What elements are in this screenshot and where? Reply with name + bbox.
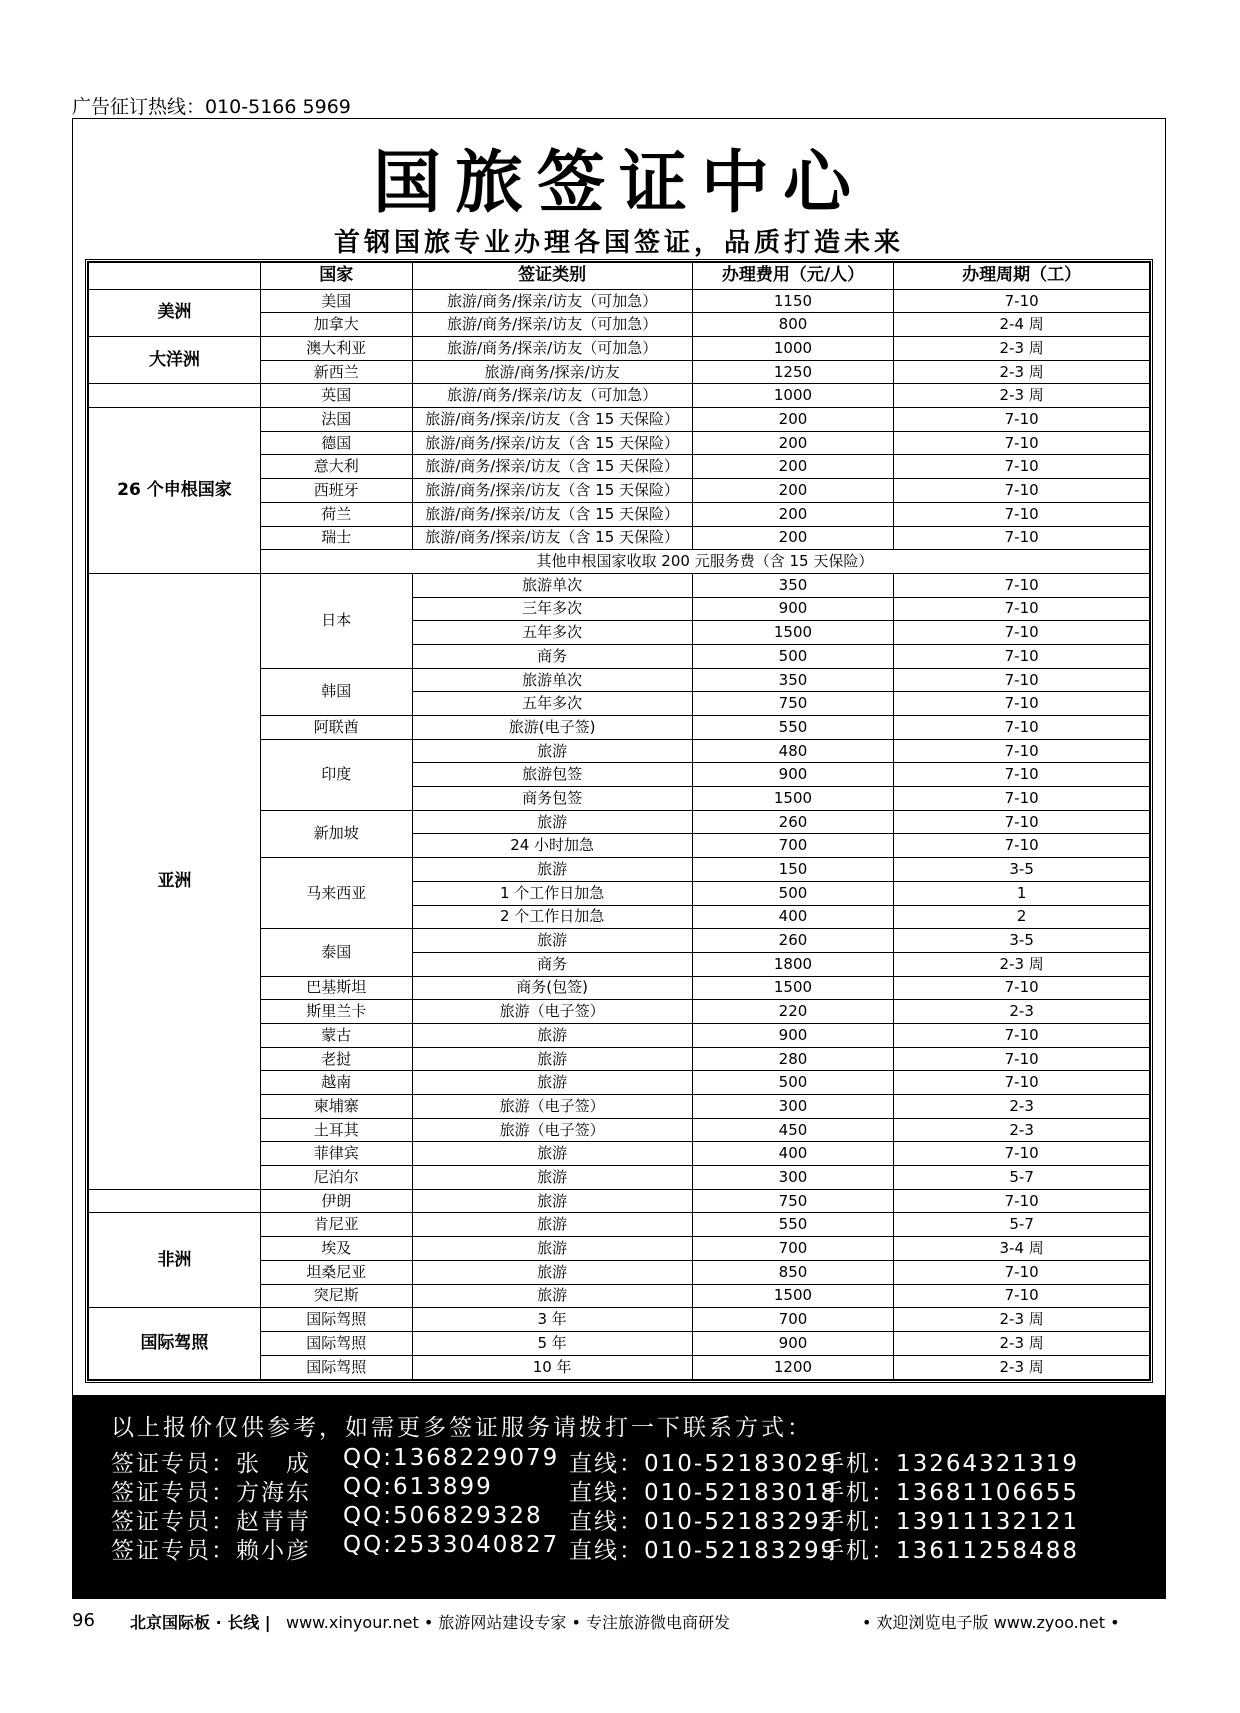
period-cell: 7-10	[894, 644, 1150, 668]
period-cell: 7-10	[894, 763, 1150, 787]
table-header-row	[89, 263, 1150, 290]
publication-name: 北京国际板 · 长线 |	[130, 1613, 271, 1632]
region-cell: 大洋洲	[89, 337, 261, 384]
period-cell: 2-3 周	[894, 1331, 1150, 1355]
period-cell: 7-10	[894, 1284, 1150, 1308]
fee-cell: 1800	[692, 952, 894, 976]
country-cell: 伊朗	[260, 1189, 412, 1213]
country-cell: 西班牙	[260, 479, 412, 503]
country-cell: 泰国	[260, 929, 412, 976]
visa-type-cell: 旅游（电子签）	[412, 1095, 692, 1119]
fee-cell: 1500	[692, 1284, 894, 1308]
visa-type-cell: 旅游	[412, 1237, 692, 1261]
visa-type-cell: 旅游	[412, 1166, 692, 1190]
page-title: 国旅签证中心	[372, 144, 865, 223]
country-cell: 土耳其	[260, 1118, 412, 1142]
fee-cell: 700	[692, 834, 894, 858]
visa-type-cell: 旅游包签	[412, 763, 692, 787]
period-cell: 5-7	[894, 1166, 1150, 1190]
visa-type-cell: 旅游单次	[412, 573, 692, 597]
period-cell: 3-5	[894, 858, 1150, 882]
fee-cell: 400	[692, 1142, 894, 1166]
contact-title: 签证专员：方海东	[111, 1480, 311, 1506]
period-cell: 3-5	[894, 929, 1150, 953]
contact-note: 以上报价仅供参考，如需更多签证服务请拨打一下联系方式：	[111, 1415, 813, 1441]
period-cell: 7-10	[894, 1142, 1150, 1166]
fee-cell: 1500	[692, 976, 894, 1000]
visa-table-body	[89, 263, 1150, 1380]
country-cell: 英国	[260, 384, 412, 408]
fee-cell: 200	[692, 455, 894, 479]
visa-type-cell: 旅游/商务/探亲/访友（含 15 天保险）	[412, 455, 692, 479]
country-cell: 加拿大	[260, 313, 412, 337]
country-cell: 国际驾照	[260, 1308, 412, 1332]
visa-type-cell: 旅游	[412, 1023, 692, 1047]
table-row	[89, 289, 1150, 313]
fee-cell: 500	[692, 881, 894, 905]
country-cell: 瑞士	[260, 526, 412, 550]
visa-type-cell: 旅游/商务/探亲/访友（含 15 天保险）	[412, 479, 692, 503]
header-country: 国家	[260, 263, 412, 290]
contact-mobile: 手机：13611258488	[821, 1538, 1079, 1564]
visa-type-cell: 旅游/商务/探亲/访友（可加急）	[412, 313, 692, 337]
fee-cell: 300	[692, 1166, 894, 1190]
fee-cell: 350	[692, 668, 894, 692]
visa-type-cell: 旅游	[412, 858, 692, 882]
period-cell: 7-10	[894, 1071, 1150, 1095]
table-row	[89, 1213, 1150, 1237]
period-cell: 2-3 周	[894, 337, 1150, 361]
fee-cell: 1000	[692, 384, 894, 408]
schengen-note: 其他申根国家收取 200 元服务费（含 15 天保险）	[260, 550, 1149, 574]
ad-hotline: 广告征订热线：010-5166 5969	[72, 96, 351, 118]
region-cell: 美洲	[89, 289, 261, 336]
period-cell: 2	[894, 905, 1150, 929]
contact-title: 签证专员：赵青青	[111, 1509, 311, 1535]
country-cell: 柬埔寨	[260, 1095, 412, 1119]
visa-type-cell: 旅游	[412, 1260, 692, 1284]
fee-cell: 150	[692, 858, 894, 882]
region-cell: 国际驾照	[89, 1308, 261, 1380]
page-footer	[72, 1610, 1166, 1634]
region-cell: 亚洲	[89, 573, 261, 1189]
fee-cell: 220	[692, 1000, 894, 1024]
fee-cell: 550	[692, 716, 894, 740]
visa-type-cell: 商务	[412, 952, 692, 976]
period-cell: 7-10	[894, 810, 1150, 834]
fee-cell: 200	[692, 408, 894, 432]
fee-cell: 850	[692, 1260, 894, 1284]
period-cell: 7-10	[894, 408, 1150, 432]
fee-cell: 500	[692, 1071, 894, 1095]
visa-type-cell: 商务	[412, 644, 692, 668]
country-cell: 韩国	[260, 668, 412, 715]
period-cell: 7-10	[894, 692, 1150, 716]
header-visa-type: 签证类别	[412, 263, 692, 290]
visa-type-cell: 五年多次	[412, 621, 692, 645]
contact-qq: QQ:2533040827	[343, 1532, 560, 1558]
table-row	[89, 384, 1150, 408]
country-cell: 荷兰	[260, 502, 412, 526]
fee-cell: 1000	[692, 337, 894, 361]
visa-type-cell: 旅游（电子签）	[412, 1118, 692, 1142]
footer-website: www.xinyour.net • 旅游网站建设专家 • 专注旅游微电商研发	[286, 1613, 731, 1632]
period-cell: 5-7	[894, 1213, 1150, 1237]
visa-type-cell: 旅游/商务/探亲/访友（可加急）	[412, 384, 692, 408]
fee-cell: 1500	[692, 787, 894, 811]
visa-type-cell: 旅游	[412, 1284, 692, 1308]
visa-type-cell: 旅游	[412, 1142, 692, 1166]
period-cell: 7-10	[894, 1023, 1150, 1047]
contact-title: 签证专员：赖小彦	[111, 1538, 311, 1564]
country-cell: 国际驾照	[260, 1355, 412, 1379]
period-cell: 7-10	[894, 431, 1150, 455]
table-row	[89, 1308, 1150, 1332]
visa-price-table	[85, 259, 1153, 1383]
footer-ebook-link: • 欢迎浏览电子版 www.zyoo.net •	[862, 1613, 1120, 1632]
visa-type-cell: 24 小时加急	[412, 834, 692, 858]
visa-type-cell: 2 个工作日加急	[412, 905, 692, 929]
period-cell: 2-3	[894, 1000, 1150, 1024]
period-cell: 2-3 周	[894, 360, 1150, 384]
fee-cell: 350	[692, 573, 894, 597]
fee-cell: 300	[692, 1095, 894, 1119]
header-fee: 办理费用（元/人）	[692, 263, 894, 290]
fee-cell: 280	[692, 1047, 894, 1071]
region-cell	[89, 384, 261, 408]
country-cell: 阿联酋	[260, 716, 412, 740]
visa-type-cell: 5 年	[412, 1331, 692, 1355]
page-subtitle: 首钢国旅专业办理各国签证，品质打造未来	[333, 228, 904, 258]
fee-cell: 1150	[692, 289, 894, 313]
fee-cell: 200	[692, 479, 894, 503]
fee-cell: 900	[692, 597, 894, 621]
fee-cell: 750	[692, 1189, 894, 1213]
visa-type-cell: 旅游/商务/探亲/访友（含 15 天保险）	[412, 502, 692, 526]
fee-cell: 200	[692, 526, 894, 550]
country-cell: 斯里兰卡	[260, 1000, 412, 1024]
visa-type-cell: 1 个工作日加急	[412, 881, 692, 905]
contact-block	[73, 1395, 1165, 1598]
visa-type-cell: 旅游	[412, 1071, 692, 1095]
period-cell: 7-10	[894, 597, 1150, 621]
period-cell: 2-3	[894, 1095, 1150, 1119]
country-cell: 澳大利亚	[260, 337, 412, 361]
fee-cell: 900	[692, 763, 894, 787]
fee-cell: 480	[692, 739, 894, 763]
period-cell: 7-10	[894, 716, 1150, 740]
visa-type-cell: 旅游/商务/探亲/访友（可加急）	[412, 289, 692, 313]
table-row	[89, 573, 1150, 597]
country-cell: 印度	[260, 739, 412, 810]
contact-mobile: 手机：13911132121	[821, 1509, 1079, 1535]
period-cell: 2-3 周	[894, 952, 1150, 976]
period-cell: 3-4 周	[894, 1237, 1150, 1261]
country-cell: 突尼斯	[260, 1284, 412, 1308]
fee-cell: 200	[692, 431, 894, 455]
table-row	[89, 408, 1150, 432]
period-cell: 7-10	[894, 787, 1150, 811]
visa-type-cell: 商务包签	[412, 787, 692, 811]
visa-type-cell: 旅游	[412, 1047, 692, 1071]
period-cell: 7-10	[894, 668, 1150, 692]
fee-cell: 700	[692, 1237, 894, 1261]
contact-mobile: 手机：13681106655	[821, 1480, 1079, 1506]
fee-cell: 1200	[692, 1355, 894, 1379]
visa-type-cell: 10 年	[412, 1355, 692, 1379]
country-cell: 尼泊尔	[260, 1166, 412, 1190]
period-cell: 7-10	[894, 621, 1150, 645]
fee-cell: 450	[692, 1118, 894, 1142]
fee-cell: 550	[692, 1213, 894, 1237]
country-cell: 菲律宾	[260, 1142, 412, 1166]
visa-type-cell: 旅游/商务/探亲/访友	[412, 360, 692, 384]
period-cell: 7-10	[894, 479, 1150, 503]
header-region	[89, 263, 261, 290]
period-cell: 2-3 周	[894, 1308, 1150, 1332]
visa-type-cell: 三年多次	[412, 597, 692, 621]
region-cell: 非洲	[89, 1213, 261, 1308]
period-cell: 7-10	[894, 526, 1150, 550]
visa-type-cell: 旅游单次	[412, 668, 692, 692]
country-cell: 新加坡	[260, 810, 412, 857]
table-row	[89, 1189, 1150, 1213]
page-number: 96	[72, 1610, 95, 1631]
fee-cell: 900	[692, 1331, 894, 1355]
fee-cell: 750	[692, 692, 894, 716]
period-cell: 2-3	[894, 1118, 1150, 1142]
country-cell: 越南	[260, 1071, 412, 1095]
visa-type-cell: 旅游	[412, 929, 692, 953]
period-cell: 7-10	[894, 573, 1150, 597]
contact-qq: QQ:506829328	[343, 1503, 543, 1529]
period-cell: 2-3 周	[894, 384, 1150, 408]
visa-type-cell: 旅游/商务/探亲/访友（含 15 天保险）	[412, 408, 692, 432]
contact-direct-line: 直线：010-52183292	[569, 1509, 838, 1535]
contact-direct-line: 直线：010-52183018	[569, 1480, 838, 1506]
fee-cell: 900	[692, 1023, 894, 1047]
fee-cell: 1250	[692, 360, 894, 384]
visa-type-cell: 旅游（电子签）	[412, 1000, 692, 1024]
period-cell: 7-10	[894, 502, 1150, 526]
visa-type-cell: 旅游/商务/探亲/访友（可加急）	[412, 337, 692, 361]
country-cell: 日本	[260, 573, 412, 668]
visa-type-cell: 五年多次	[412, 692, 692, 716]
period-cell: 7-10	[894, 455, 1150, 479]
visa-type-cell: 旅游(电子签)	[412, 716, 692, 740]
table-row	[89, 337, 1150, 361]
period-cell: 7-10	[894, 739, 1150, 763]
visa-type-cell: 旅游	[412, 1189, 692, 1213]
country-cell: 意大利	[260, 455, 412, 479]
contact-title: 签证专员：张 成	[111, 1451, 311, 1477]
visa-type-cell: 旅游/商务/探亲/访友（含 15 天保险）	[412, 431, 692, 455]
contact-mobile: 手机：13264321319	[821, 1451, 1079, 1477]
period-cell: 7-10	[894, 1260, 1150, 1284]
country-cell: 坦桑尼亚	[260, 1260, 412, 1284]
period-cell: 2-3 周	[894, 1355, 1150, 1379]
fee-cell: 260	[692, 810, 894, 834]
contact-qq: QQ:1368229079	[343, 1445, 560, 1471]
region-cell: 26 个申根国家	[89, 408, 261, 574]
fee-cell: 500	[692, 644, 894, 668]
fee-cell: 400	[692, 905, 894, 929]
country-cell: 肯尼亚	[260, 1213, 412, 1237]
fee-cell: 1500	[692, 621, 894, 645]
header-period: 办理周期（工）	[894, 263, 1150, 290]
country-cell: 美国	[260, 289, 412, 313]
contact-direct-line: 直线：010-52183299	[569, 1538, 838, 1564]
visa-center-panel	[72, 118, 1166, 1599]
country-cell: 国际驾照	[260, 1331, 412, 1355]
region-cell	[89, 1189, 261, 1213]
country-cell: 新西兰	[260, 360, 412, 384]
fee-cell: 800	[692, 313, 894, 337]
country-cell: 马来西亚	[260, 858, 412, 929]
country-cell: 巴基斯坦	[260, 976, 412, 1000]
visa-type-cell: 3 年	[412, 1308, 692, 1332]
fee-cell: 700	[692, 1308, 894, 1332]
period-cell: 7-10	[894, 1047, 1150, 1071]
visa-type-cell: 旅游	[412, 810, 692, 834]
period-cell: 7-10	[894, 834, 1150, 858]
country-cell: 埃及	[260, 1237, 412, 1261]
period-cell: 7-10	[894, 976, 1150, 1000]
fee-cell: 260	[692, 929, 894, 953]
period-cell: 2-4 周	[894, 313, 1150, 337]
country-cell: 蒙古	[260, 1023, 412, 1047]
country-cell: 法国	[260, 408, 412, 432]
visa-type-cell: 商务(包签)	[412, 976, 692, 1000]
visa-type-cell: 旅游	[412, 739, 692, 763]
contact-qq: QQ:613899	[343, 1474, 493, 1500]
country-cell: 德国	[260, 431, 412, 455]
period-cell: 1	[894, 881, 1150, 905]
visa-type-cell: 旅游/商务/探亲/访友（含 15 天保险）	[412, 526, 692, 550]
country-cell: 老挝	[260, 1047, 412, 1071]
period-cell: 7-10	[894, 1189, 1150, 1213]
contact-direct-line: 直线：010-52183029	[569, 1451, 838, 1477]
fee-cell: 200	[692, 502, 894, 526]
visa-type-cell: 旅游	[412, 1213, 692, 1237]
period-cell: 7-10	[894, 289, 1150, 313]
